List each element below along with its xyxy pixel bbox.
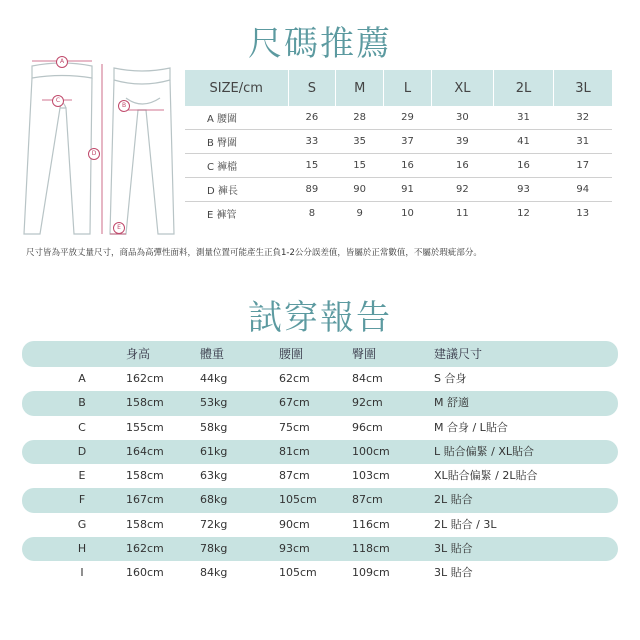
- tester-height: 160cm: [126, 566, 164, 580]
- diagram-label-d: D: [88, 148, 100, 160]
- recommended-size: M 舒適: [434, 396, 469, 410]
- tester-hip: 87cm: [352, 493, 383, 507]
- measure-value: 92: [431, 178, 493, 202]
- tester-id: E: [78, 469, 86, 483]
- size-header-cell: S: [288, 70, 336, 106]
- tester-weight: 44kg: [200, 372, 228, 385]
- tryon-row: [22, 391, 618, 415]
- size-chart-table: [185, 70, 612, 225]
- recommended-size: S 合身: [434, 372, 467, 385]
- measure-value: 91: [384, 178, 432, 202]
- measure-value: 12: [517, 208, 530, 219]
- size-row-rise: [185, 154, 612, 178]
- size-header-cell: 2L: [493, 70, 553, 106]
- tester-height: 162cm: [126, 542, 164, 556]
- tester-hip: 109cm: [352, 566, 390, 580]
- tester-id: H: [77, 542, 87, 556]
- tester-waist: 105cm: [279, 566, 317, 580]
- size-header-row: [185, 70, 612, 106]
- tryon-header-hip: 臀圍: [352, 347, 377, 361]
- tryon-row: [22, 440, 618, 464]
- tester-hip: 100cm: [352, 444, 390, 458]
- tryon-row: [22, 537, 618, 561]
- measure-value: 30: [431, 106, 493, 130]
- size-row-hem: [185, 202, 612, 226]
- tester-height: 164cm: [126, 444, 164, 458]
- tester-hip: 116cm: [352, 517, 390, 531]
- diagram-label-b: B: [118, 100, 130, 112]
- measure-value: 35: [336, 130, 384, 154]
- tester-hip: 84cm: [352, 372, 383, 385]
- measure-value: 90: [336, 178, 384, 202]
- measure-value: 31: [554, 130, 612, 154]
- tester-height: 158cm: [126, 517, 164, 531]
- recommended-size: XL貼合偏緊 / 2L貼合: [434, 469, 538, 483]
- measure-value: 13: [576, 208, 590, 219]
- tester-height: 158cm: [126, 469, 164, 483]
- tester-id: I: [80, 566, 84, 580]
- tester-weight: 72kg: [200, 517, 228, 531]
- tryon-header-waist: 腰圍: [279, 347, 304, 361]
- recommended-size: 2L 貼合: [434, 493, 473, 507]
- measure-value: 89: [288, 178, 336, 202]
- measure-value: 15: [288, 154, 336, 178]
- tester-hip: 118cm: [352, 542, 390, 556]
- measure-value: 10: [401, 208, 414, 219]
- tester-weight: 84kg: [200, 566, 228, 580]
- measure-value: 11: [456, 208, 469, 219]
- diagram-label-e: E: [113, 222, 125, 234]
- diagram-label-c: C: [52, 95, 64, 107]
- measure-value: 39: [431, 130, 493, 154]
- tryon-header-height: 身高: [126, 347, 151, 361]
- tester-waist: 62cm: [279, 372, 310, 385]
- tester-id: C: [78, 420, 86, 434]
- tester-hip: 96cm: [352, 420, 383, 434]
- size-row-hip: [185, 130, 612, 154]
- leggings-diagram: [14, 48, 184, 243]
- size-header-cell: SIZE/cm: [185, 70, 288, 106]
- size-header-cell: XL: [431, 70, 493, 106]
- measure-value: 28: [336, 106, 384, 130]
- tester-weight: 58kg: [200, 420, 228, 434]
- tester-id: D: [77, 444, 87, 458]
- tester-id: B: [78, 396, 86, 410]
- measure-value: 29: [384, 106, 432, 130]
- measure-value: 32: [554, 106, 612, 130]
- tester-height: 158cm: [126, 396, 164, 410]
- tryon-header-size: 建議尺寸: [434, 347, 483, 361]
- tryon-row: [22, 488, 618, 512]
- measure-value: 17: [554, 154, 612, 178]
- tester-id: A: [78, 372, 86, 385]
- leggings-illustration: [14, 48, 184, 243]
- tester-waist: 87cm: [279, 469, 310, 483]
- measure-value: 16: [384, 154, 432, 178]
- measure-value: 16: [493, 154, 553, 178]
- recommended-size: 2L 貼合 / 3L: [434, 517, 497, 531]
- measure-value: 41: [493, 130, 553, 154]
- tryon-row: [22, 367, 618, 391]
- tester-waist: 81cm: [279, 444, 310, 458]
- tester-waist: 93cm: [279, 542, 310, 556]
- tester-height: 167cm: [126, 493, 164, 507]
- tester-id: F: [78, 493, 86, 507]
- size-row-length: [185, 178, 612, 202]
- tryon-row: [22, 561, 618, 585]
- tryon-row: [22, 416, 618, 440]
- measure-label: B 臀圍: [185, 130, 288, 154]
- tryon-header-weight: 體重: [200, 347, 225, 361]
- size-header-cell: M: [336, 70, 384, 106]
- tester-waist: 67cm: [279, 396, 310, 410]
- tryon-table: [22, 341, 618, 586]
- recommended-size: L 貼合偏緊 / XL貼合: [434, 444, 534, 458]
- tester-weight: 61kg: [200, 444, 228, 458]
- tryon-report-title: 試穿報告: [248, 298, 392, 338]
- measure-label: C 褲檔: [185, 154, 288, 178]
- tryon-row: [22, 513, 618, 537]
- measure-value: 37: [384, 130, 432, 154]
- size-note: 尺寸皆為平放丈量尺寸，商品為高彈性面料，測量位置可能產生正負1-2公分誤差值，皆屬於正常數值，不屬於瑕疵部分。: [26, 248, 482, 258]
- measure-value: 93: [493, 178, 553, 202]
- measure-label: D 褲長: [185, 178, 288, 202]
- diagram-label-a: A: [56, 56, 68, 68]
- recommended-size: 3L 貼合: [434, 542, 473, 556]
- measure-value: 33: [288, 130, 336, 154]
- size-row-waist: [185, 106, 612, 130]
- measure-value: 8: [308, 208, 316, 219]
- size-header-cell: 3L: [554, 70, 612, 106]
- recommended-size: M 合身 / L貼合: [434, 420, 508, 434]
- size-chart-title: 尺碼推薦: [248, 24, 392, 64]
- tester-waist: 75cm: [279, 420, 310, 434]
- tester-height: 162cm: [126, 372, 164, 385]
- measure-value: 9: [356, 208, 363, 219]
- measure-label: E 褲管: [207, 210, 237, 221]
- measure-label: A 腰圍: [185, 106, 288, 130]
- measure-value: 15: [336, 154, 384, 178]
- measure-value: 31: [493, 106, 553, 130]
- tryon-row: [22, 464, 618, 488]
- tester-weight: 63kg: [200, 469, 228, 483]
- tryon-header-row: [22, 341, 618, 367]
- tester-waist: 105cm: [279, 493, 317, 507]
- tester-hip: 92cm: [352, 396, 383, 410]
- measure-value: 94: [554, 178, 612, 202]
- tester-waist: 90cm: [279, 517, 310, 531]
- tester-weight: 78kg: [200, 542, 228, 556]
- tester-weight: 53kg: [200, 396, 228, 410]
- measure-value: 26: [288, 106, 336, 130]
- size-header-cell: L: [384, 70, 432, 106]
- tester-hip: 103cm: [352, 469, 390, 483]
- measure-value: 16: [431, 154, 493, 178]
- tester-height: 155cm: [126, 420, 164, 434]
- recommended-size: 3L 貼合: [434, 566, 473, 580]
- tester-weight: 68kg: [200, 493, 228, 507]
- tester-id: G: [77, 517, 87, 531]
